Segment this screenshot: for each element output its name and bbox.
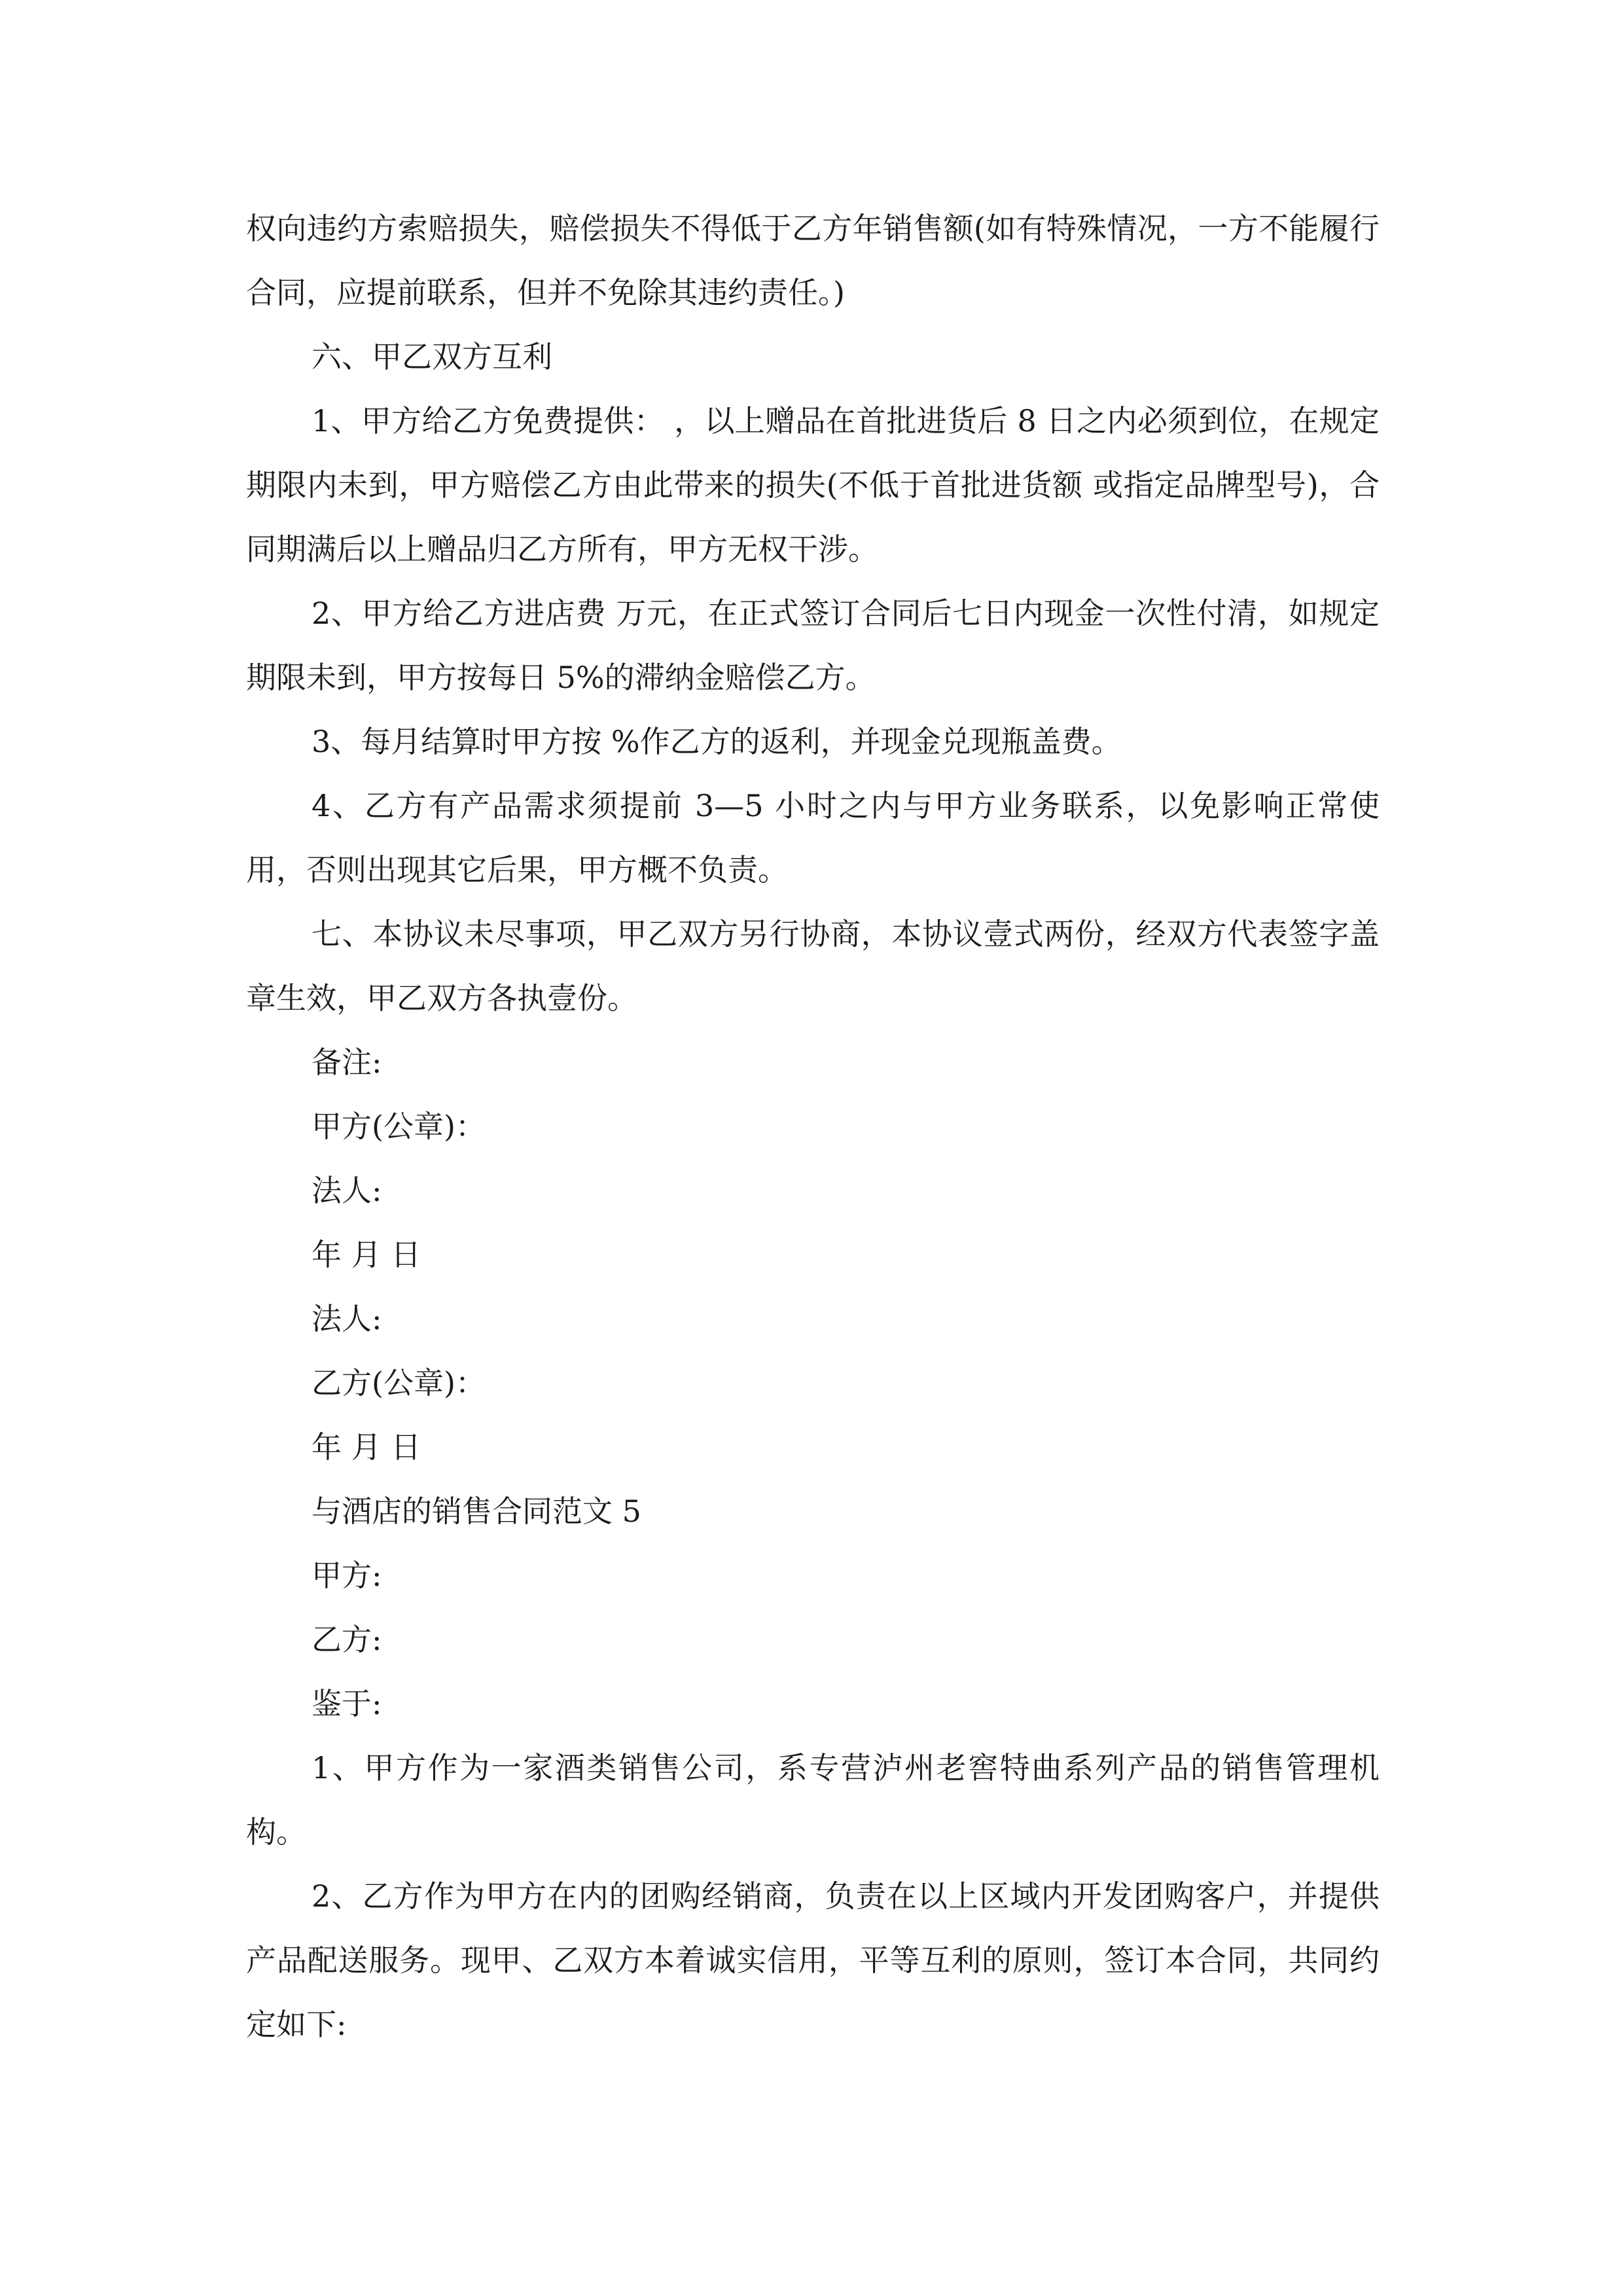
clause-monthly-rebate: 3、每月结算时甲方按 %作乙方的返利，并现金兑现瓶盖费。 — [312, 724, 1122, 759]
party-a-label: 甲方: — [312, 1558, 382, 1593]
clause-product-demand: 4、乙方有产品需求须提前 3—5 小时之内与甲方业务联系，以免影响正常使用，否则出现其它后果，甲方概不负责。 — [246, 788, 1380, 888]
remarks-label: 备注: — [312, 1045, 382, 1080]
party-b-seal-label: 乙方(公章)： — [312, 1365, 486, 1401]
legal-person-label: 法人: — [312, 1301, 382, 1336]
paragraph-breach-continuation: 权向违约方索赔损失，赔偿损失不得低于乙方年销售额(如有特殊情况，一方不能履行合同，应提前联系，但并不免除其违约责任。) — [246, 211, 1380, 310]
legal-person-label: 法人: — [312, 1173, 382, 1208]
whereas-label: 鉴于: — [312, 1686, 382, 1721]
date-line: 年 月 日 — [312, 1429, 421, 1465]
date-line: 年 月 日 — [312, 1237, 421, 1272]
party-a-seal-label: 甲方(公章)： — [312, 1109, 486, 1144]
party-b-label: 乙方: — [312, 1622, 382, 1657]
section-seven-other-matters: 七、本协议未尽事项，甲乙双方另行协商，本协议壹式两份，经双方代表签字盖章生效，甲乙双方各执壹份。 — [246, 916, 1380, 1016]
document-body — [246, 196, 1380, 2056]
contract-title: 与酒店的销售合同范文 5 — [312, 1494, 641, 1529]
section-heading-mutual-benefit: 六、甲乙双方互利 — [312, 339, 552, 374]
clause-free-gifts: 1、甲方给乙方免费提供： ，以上赠品在首批进货后 8 日之内必须到位，在规定期限内未到，甲方赔偿乙方由此带来的损失(不低于首批进货额 或指定品牌型号)，合同期满后以上赠品归乙方所有，甲方无权干涉。 — [246, 403, 1380, 567]
recital-party-a: 1、甲方作为一家酒类销售公司，系专营泸州老窖特曲系列产品的销售管理机构。 — [246, 1750, 1380, 1850]
clause-entry-fee: 2、甲方给乙方进店费 万元，在正式签订合同后七日内现金一次性付清，如规定期限未到，甲方按每日 5%的滞纳金赔偿乙方。 — [246, 596, 1380, 695]
recital-party-b: 2、乙方作为甲方在内的团购经销商，负责在以上区域内开发团购客户，并提供产品配送服务。现甲、乙双方本着诚实信用，平等互利的原则，签订本合同，共同约定如下: — [246, 1878, 1380, 2042]
